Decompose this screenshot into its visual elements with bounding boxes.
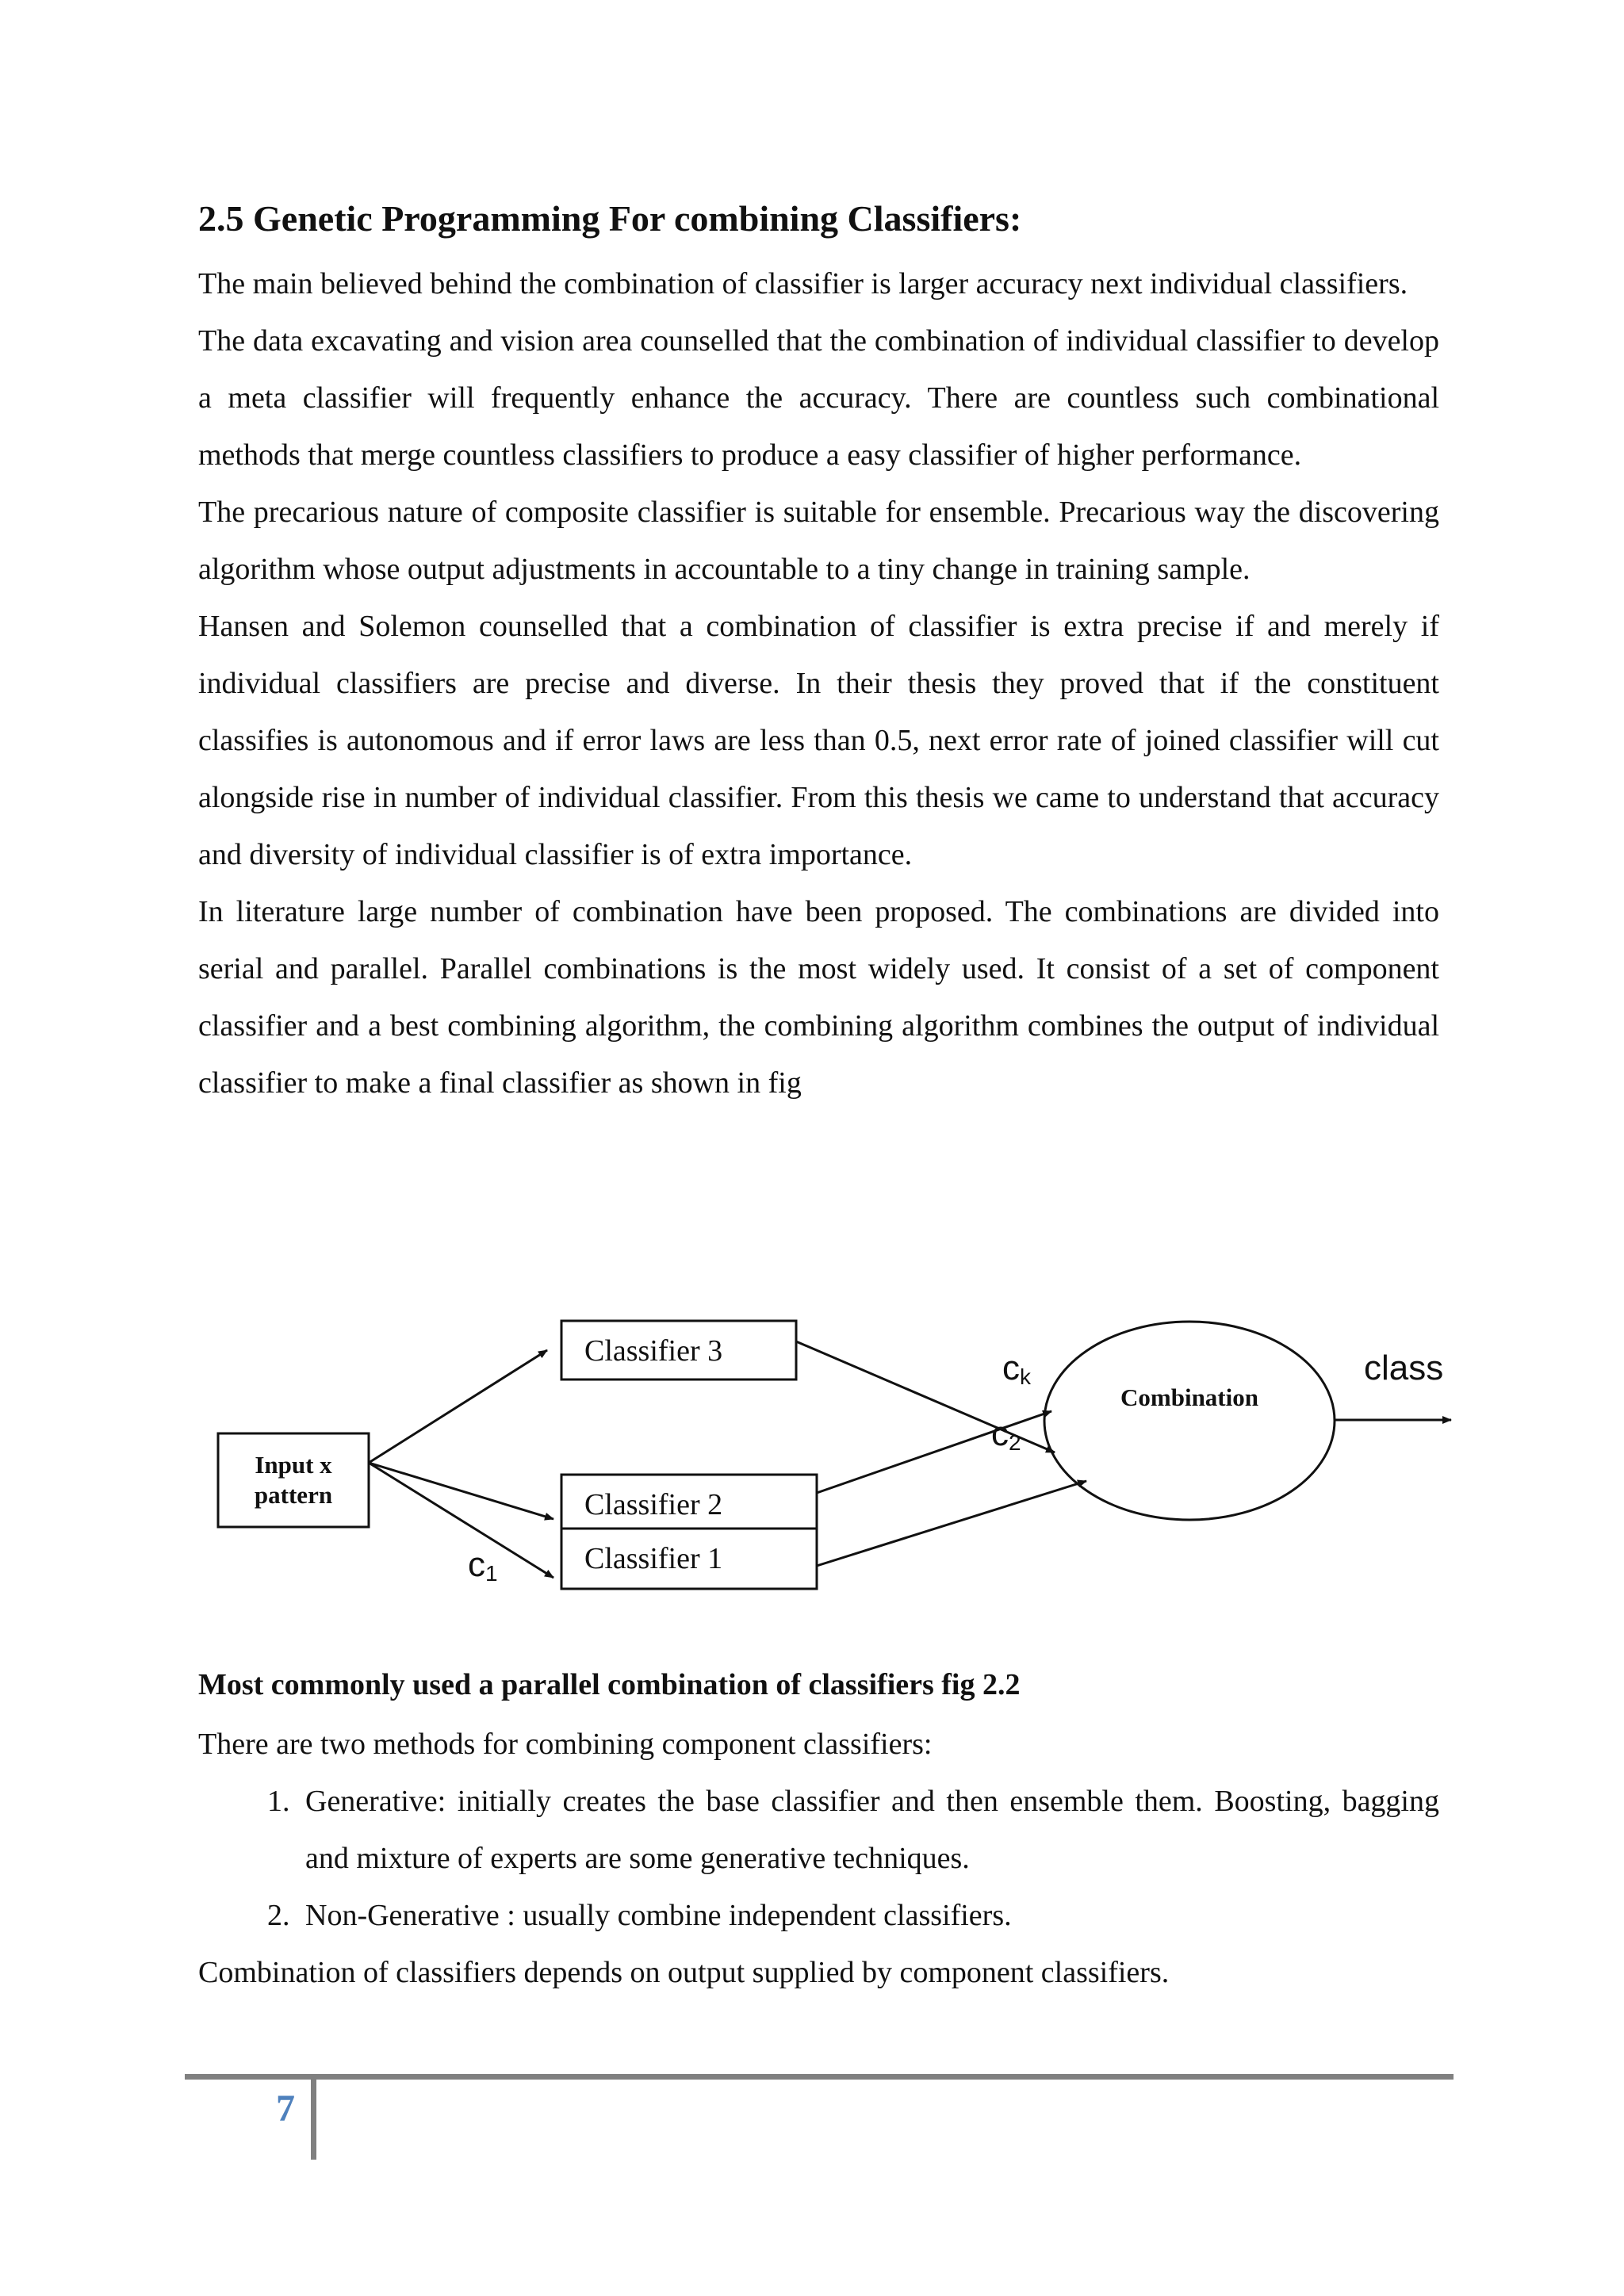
paragraph: Hansen and Solemon counselled that a combination of classifier is extra precise if and merely if individual classifiers are precise and diverse. In their thesis they proved that if the constituent classifies is autonomous and if error laws are less than 0.5, next error rate of joined classifier will cut alongside rise in number of individual classifier. From this thesis we came to understand that accuracy and diversity of individual classifier is of extra importance.	[198, 610, 1439, 871]
label-ck	[1002, 1349, 1032, 1389]
input-pattern-box	[218, 1433, 369, 1527]
paragraph: The data excavating and vision area counselled that the combination of individual classifier to develop a meta classifier will frequently enhance the accuracy. There are countless such combinational methods that merge countless classifiers to produce a easy classifier of higher performance.	[198, 324, 1439, 472]
method-item: 2. Non-Generative : usually combine independent classifiers.	[297, 1887, 1439, 1944]
classifier-3-label: Classifier 3	[584, 1334, 723, 1368]
label-c1	[468, 1545, 498, 1586]
figure-caption: Most commonly used a parallel combination of classifiers fig 2.2	[198, 1668, 1021, 1701]
arrow-input-to-classifier-3	[369, 1350, 547, 1463]
arrow-input-to-classifier-2	[369, 1463, 553, 1519]
label-c2-base: c	[991, 1414, 1009, 1453]
methods-intro: There are two methods for combining component classifiers:	[198, 1728, 933, 1761]
combination-label: Combination	[1120, 1383, 1258, 1411]
paragraph: In literature large number of combination have been proposed. The combinations are divided into serial and parallel. Parallel combinations is the most widely used. It consist of a set of component classifier and a best combining algorithm, the combining algorithm combines the output of individual classifier to make a final classifier as shown in fig	[198, 895, 1439, 1100]
input-label-line1: Input x	[255, 1451, 332, 1479]
label-c2	[991, 1414, 1021, 1455]
closing-sentence: Combination of classifiers depends on output supplied by component classifiers.	[198, 1956, 1170, 1989]
page-number: 7	[276, 2087, 295, 2130]
label-c1-subscript: 1	[485, 1561, 498, 1586]
methods-list	[198, 1773, 1439, 1944]
label-c1-base: c	[468, 1545, 485, 1584]
footer-rule	[185, 2074, 1454, 2080]
label-c2-subscript: 2	[1009, 1430, 1021, 1455]
classifier-combination-diagram	[0, 1292, 1624, 1625]
label-ck-subscript: k	[1020, 1364, 1031, 1389]
classifier-2-label: Classifier 2	[584, 1488, 723, 1521]
output-class-label: class	[1364, 1349, 1444, 1387]
body-text	[198, 255, 1439, 1112]
section-heading: 2.5 Genetic Programming For combining Classifiers:	[198, 198, 1022, 239]
footer-divider	[311, 2076, 316, 2160]
classifier-1-label: Classifier 1	[584, 1542, 723, 1575]
label-ck-base: c	[1002, 1349, 1020, 1387]
input-label-line2: pattern	[254, 1481, 333, 1509]
combination-node	[1044, 1322, 1335, 1520]
arrow-input-to-classifier-1	[369, 1463, 553, 1578]
paragraph: The main believed behind the combination of classifier is larger accuracy next individual classifiers.	[198, 267, 1408, 300]
arrow-classifier-1-to-combination	[817, 1481, 1086, 1566]
paragraph: The precarious nature of composite classifier is suitable for ensemble. Precarious way the discovering algorithm whose output adjustments in accountable to a tiny change in training sample.	[198, 496, 1439, 586]
method-item: 1. Generative: initially creates the base classifier and then ensemble them. Boosting, bagging and mixture of experts are some generative techniques.	[297, 1773, 1439, 1887]
methods-section	[198, 1716, 1439, 2001]
